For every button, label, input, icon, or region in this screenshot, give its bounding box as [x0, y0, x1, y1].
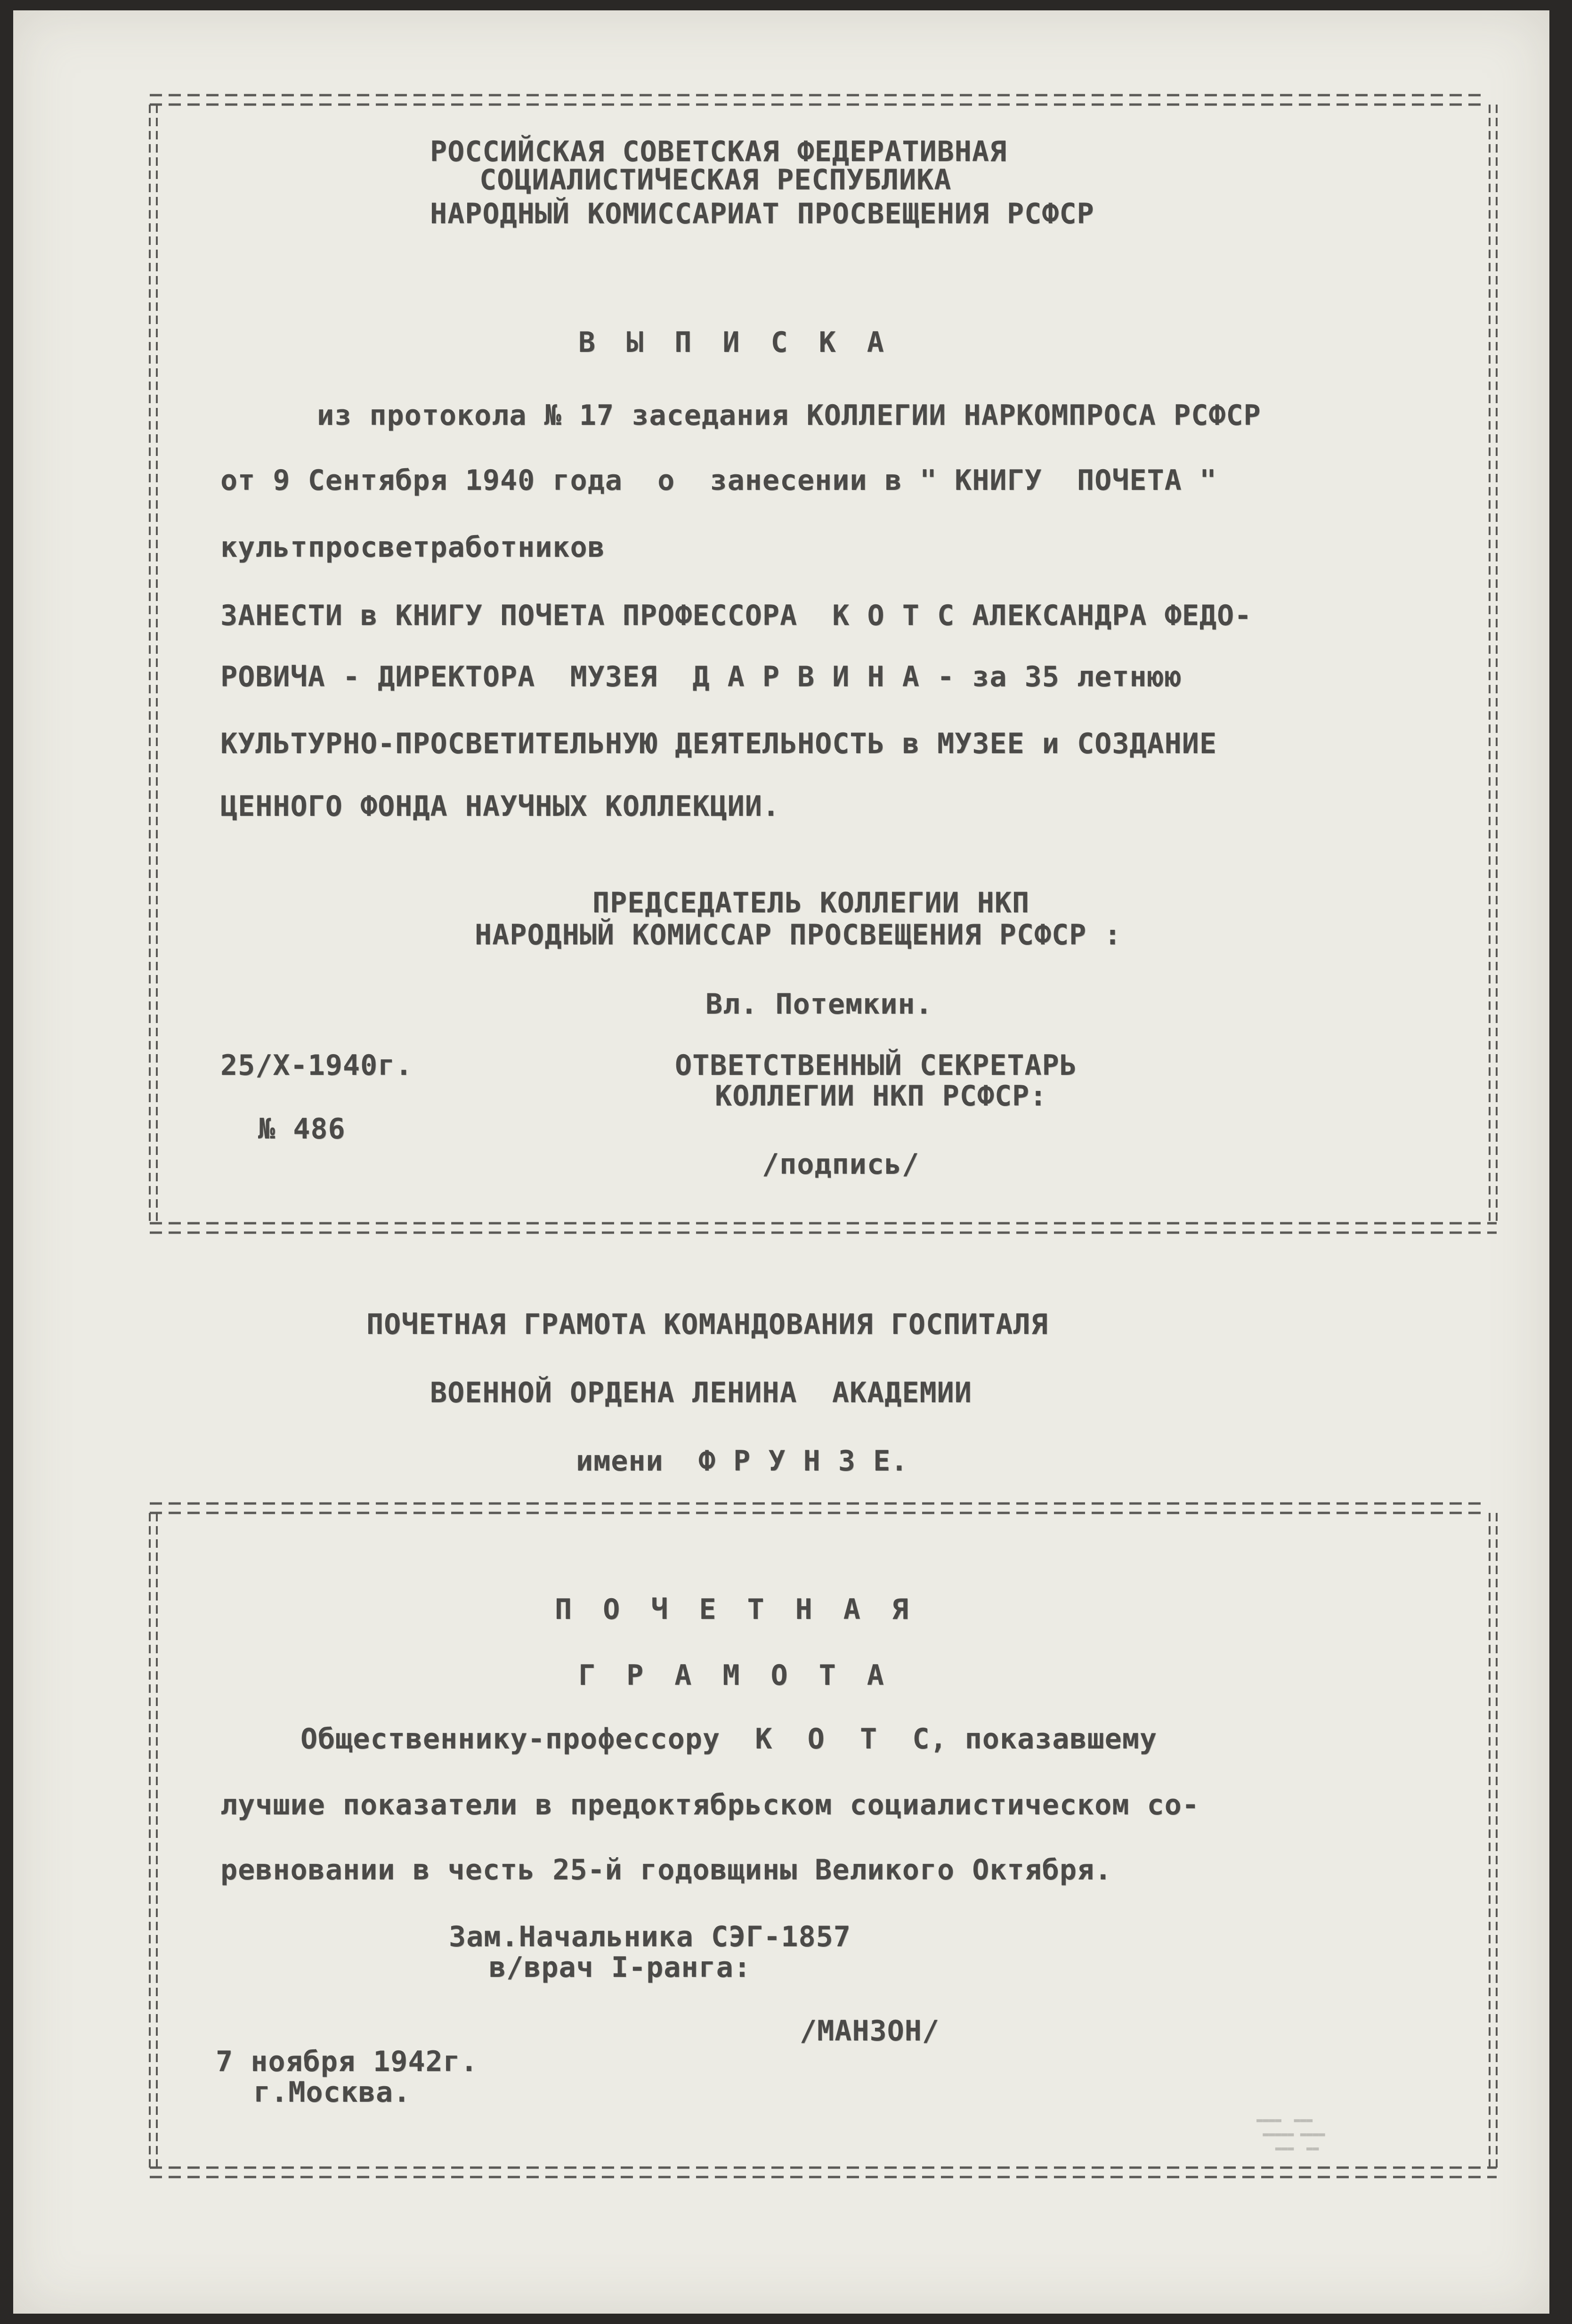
header-line-2: СОЦИАЛИСТИЧЕСКАЯ РЕСПУБЛИКА — [479, 163, 952, 196]
certificate-body-line-3: ревновании в честь 25-й годовщины Великого Октября. — [220, 1853, 1112, 1886]
header-line-1: РОССИЙСКАЯ СОВЕТСКАЯ ФЕДЕРАТИВНАЯ — [430, 135, 1007, 168]
certificate-title-1: ПОЧЕТНАЯ — [555, 1593, 940, 1626]
signature-note: /подпись/ — [762, 1148, 920, 1181]
chairman-name: Вл. Потемкин. — [705, 988, 933, 1021]
faint-stamp-mark: ▬▬▬▬ ▬▬▬ ▬▬▬▬▬ ▬▬▬▬ ▬▬▬ ▬▬ — [1256, 2114, 1325, 2154]
secretary-title-line-2: КОЛЛЕГИИ НКП РСФСР: — [715, 1080, 1047, 1113]
header-line-3: НАРОДНЫЙ КОМИССАРИАТ ПРОСВЕЩЕНИЯ РСФСР — [430, 197, 1094, 230]
middle-heading-line-2: ВОЕННОЙ ОРДЕНА ЛЕНИНА АКАДЕМИИ — [430, 1376, 972, 1409]
secretary-title-line-1: ОТВЕТСТВЕННЫЙ СЕКРЕТАРЬ — [675, 1049, 1077, 1082]
document-sheet — [13, 10, 1549, 2314]
extract-body-line-1: из протокола № 17 заседания КОЛЛЕГИИ НАРКОМПРОСА РСФСР — [317, 399, 1261, 432]
extract-date: 25/X-1940г. — [220, 1049, 413, 1082]
extract-title: ВЫПИСКА — [578, 326, 915, 359]
extract-body-line-7: ЦЕННОГО ФОНДА НАУЧНЫХ КОЛЛЕКЦИИ. — [220, 790, 780, 823]
chairman-title-line-1: ПРЕДСЕДАТЕЛЬ КОЛЛЕГИИ НКП — [592, 886, 1030, 919]
extract-body-line-2: от 9 Сентября 1940 года о занесении в " КНИГУ ПОЧЕТА " — [220, 464, 1217, 497]
certificate-title-2: ГРАМОТА — [578, 1659, 915, 1692]
middle-heading-line-3: имени Ф Р У Н З Е. — [576, 1445, 908, 1478]
signer-title-line-1: Зам.Начальника СЭГ-1857 — [449, 1920, 851, 1953]
middle-heading-line-1: ПОЧЕТНАЯ ГРАМОТА КОМАНДОВАНИЯ ГОСПИТАЛЯ — [366, 1308, 1048, 1341]
certificate-date: 7 ноября 1942г. — [216, 2045, 478, 2078]
extract-body-line-4: ЗАНЕСТИ в КНИГУ ПОЧЕТА ПРОФЕССОРА К О Т С АЛЕКСАНДРА ФЕДО- — [220, 599, 1252, 632]
extract-body-line-3: культпросветработников — [220, 531, 605, 564]
signer-name: /МАНЗОН/ — [800, 2015, 940, 2048]
extract-body-line-6: КУЛЬТУРНО-ПРОСВЕТИТЕЛЬНУЮ ДЕЯТЕЛЬНОСТЬ в МУЗЕЕ и СОЗДАНИЕ — [220, 727, 1217, 760]
chairman-title-line-2: НАРОДНЫЙ КОМИССАР ПРОСВЕЩЕНИЯ РСФСР : — [475, 918, 1122, 951]
certificate-body-line-2: лучшие показатели в предоктябрьском социалистическом со- — [220, 1788, 1199, 1821]
signer-title-line-2: в/врач I-ранга: — [489, 1951, 751, 1984]
extract-body-line-5: РОВИЧА - ДИРЕКТОРА МУЗЕЯ Д А Р В И Н А - за 35 летнюю — [220, 660, 1182, 693]
certificate-place: г.Москва. — [253, 2076, 411, 2109]
extract-number: № 486 — [258, 1113, 346, 1146]
certificate-body-line-1: Общественнику-профессору К О Т С, показавшему — [300, 1723, 1158, 1755]
